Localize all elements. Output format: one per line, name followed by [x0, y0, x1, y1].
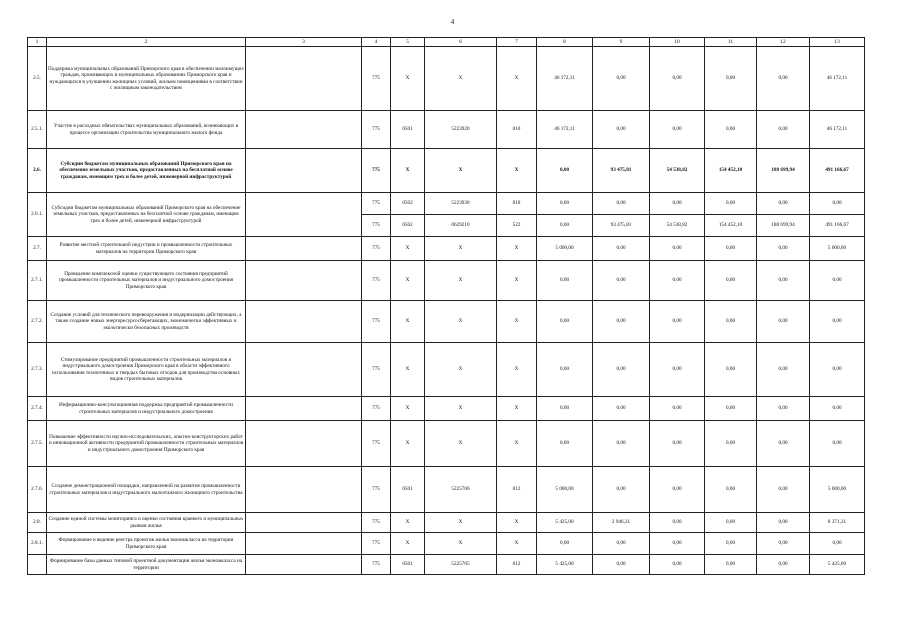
- value-cell: 93 475,81: [593, 215, 650, 237]
- value-cell: 775: [362, 421, 391, 467]
- row-description: Развитие местной строительной индустрии и промышленности строительных материалов на территории Приморского края: [47, 237, 246, 261]
- value-cell: 93 475,81: [593, 149, 650, 193]
- row-description: Субсидии бюджетам муниципальных образований Приморского края на обеспечение земельных участков, предоставленных на бесплатной основе гражданам, имеющим трех и более детей, инженерной инфраструктурой: [47, 149, 246, 193]
- value-cell: 5 425,00: [810, 555, 865, 575]
- value-cell: X: [497, 513, 537, 533]
- empty-cell: [246, 111, 362, 149]
- header-cell: 7: [497, 38, 537, 47]
- value-cell: 0,00: [650, 111, 705, 149]
- value-cell: 0,00: [593, 111, 650, 149]
- value-cell: 0,00: [705, 193, 757, 215]
- budget-table: [27, 37, 865, 575]
- empty-cell: [246, 261, 362, 301]
- value-cell: 775: [362, 301, 391, 343]
- value-cell: 0,00: [650, 397, 705, 421]
- row-number: [28, 555, 47, 575]
- header-cell: 12: [757, 38, 810, 47]
- value-cell: 188 699,94: [757, 215, 810, 237]
- header-cell: 9: [593, 38, 650, 47]
- empty-cell: [246, 397, 362, 421]
- value-cell: 775: [362, 193, 391, 215]
- table-row: [28, 47, 865, 111]
- value-cell: 0,00: [537, 149, 593, 193]
- value-cell: 0,00: [593, 301, 650, 343]
- row-description: Проведение комплексной оценки существующего состояния предприятий промышленности строительных материалов и индустриального домостроения Приморского края: [47, 261, 246, 301]
- value-cell: 0,00: [593, 397, 650, 421]
- value-cell: 0,00: [593, 555, 650, 575]
- value-cell: 0,00: [810, 421, 865, 467]
- value-cell: 5 000,00: [810, 237, 865, 261]
- value-cell: 0,00: [537, 193, 593, 215]
- empty-cell: [246, 301, 362, 343]
- table-row: [28, 261, 865, 301]
- value-cell: 0,00: [650, 533, 705, 555]
- table-row: [28, 301, 865, 343]
- value-cell: X: [391, 149, 425, 193]
- value-cell: X: [497, 533, 537, 555]
- empty-cell: [246, 421, 362, 467]
- value-cell: X: [497, 301, 537, 343]
- value-cell: 0,00: [593, 47, 650, 111]
- value-cell: 775: [362, 47, 391, 111]
- value-cell: 0,00: [650, 513, 705, 533]
- table-row: [28, 111, 865, 149]
- value-cell: 188 699,94: [757, 149, 810, 193]
- value-cell: 010: [497, 193, 537, 215]
- value-cell: 0501: [391, 555, 425, 575]
- row-number: 2.7.: [28, 237, 47, 261]
- value-cell: 0629210: [425, 215, 497, 237]
- value-cell: 0,00: [650, 343, 705, 397]
- value-cell: 0,00: [705, 301, 757, 343]
- value-cell: 0,00: [705, 111, 757, 149]
- value-cell: 0,00: [810, 397, 865, 421]
- row-number: 2.8.: [28, 513, 47, 533]
- table-row: [28, 421, 865, 467]
- value-cell: 0501: [391, 111, 425, 149]
- value-cell: 0,00: [593, 237, 650, 261]
- value-cell: 5225706: [425, 467, 497, 513]
- value-cell: 0,00: [537, 261, 593, 301]
- value-cell: 775: [362, 237, 391, 261]
- value-cell: X: [425, 343, 497, 397]
- value-cell: 0,00: [537, 533, 593, 555]
- value-cell: 0,00: [757, 533, 810, 555]
- value-cell: 0,00: [705, 513, 757, 533]
- row-number: 2.6.: [28, 149, 47, 193]
- value-cell: X: [391, 343, 425, 397]
- empty-cell: [246, 555, 362, 575]
- value-cell: X: [425, 421, 497, 467]
- value-cell: 775: [362, 343, 391, 397]
- header-cell: 3: [246, 38, 362, 47]
- row-number: 2.5.1.: [28, 111, 47, 149]
- value-cell: 775: [362, 533, 391, 555]
- value-cell: 775: [362, 467, 391, 513]
- value-cell: X: [425, 397, 497, 421]
- value-cell: X: [425, 301, 497, 343]
- row-number: 2.7.3.: [28, 343, 47, 397]
- value-cell: 0,00: [537, 421, 593, 467]
- row-description: Создание условий для технического перевооружения и модернизации действующих, а также создание новых энергоресурсосберегающих, экономически эффективных и экологически безопасных производств: [47, 301, 246, 343]
- value-cell: 0,00: [705, 237, 757, 261]
- value-cell: 0,00: [650, 421, 705, 467]
- value-cell: X: [497, 47, 537, 111]
- value-cell: 5 425,00: [537, 555, 593, 575]
- value-cell: 010: [497, 111, 537, 149]
- value-cell: 0,00: [650, 193, 705, 215]
- value-cell: 0,00: [537, 343, 593, 397]
- table-row: [28, 343, 865, 397]
- header-cell: 2: [47, 38, 246, 47]
- empty-cell: [246, 533, 362, 555]
- value-cell: 0501: [391, 467, 425, 513]
- value-cell: X: [391, 237, 425, 261]
- empty-cell: [246, 237, 362, 261]
- value-cell: 5 000,00: [810, 467, 865, 513]
- value-cell: 5223920: [425, 111, 497, 149]
- row-number: 2.6.1.: [28, 193, 47, 237]
- value-cell: 0,00: [537, 215, 593, 237]
- value-cell: 46 172,11: [810, 111, 865, 149]
- value-cell: 775: [362, 149, 391, 193]
- table-row: [28, 149, 865, 193]
- value-cell: X: [391, 261, 425, 301]
- value-cell: 0,00: [810, 261, 865, 301]
- value-cell: X: [391, 397, 425, 421]
- table-row: [28, 397, 865, 421]
- value-cell: 54 538,82: [650, 149, 705, 193]
- value-cell: 012: [497, 467, 537, 513]
- value-cell: 0,00: [705, 421, 757, 467]
- value-cell: 0,00: [705, 467, 757, 513]
- value-cell: X: [497, 421, 537, 467]
- value-cell: 0,00: [705, 261, 757, 301]
- value-cell: 0,00: [757, 237, 810, 261]
- value-cell: X: [425, 261, 497, 301]
- value-cell: 54 538,82: [650, 215, 705, 237]
- value-cell: 0,00: [650, 301, 705, 343]
- value-cell: 0,00: [593, 467, 650, 513]
- empty-cell: [246, 149, 362, 193]
- value-cell: 0,00: [810, 301, 865, 343]
- value-cell: 0,00: [757, 397, 810, 421]
- value-cell: X: [391, 513, 425, 533]
- value-cell: X: [391, 533, 425, 555]
- value-cell: 5 425,00: [537, 513, 593, 533]
- value-cell: 0,00: [757, 421, 810, 467]
- value-cell: 46 172,11: [537, 47, 593, 111]
- header-cell: 6: [425, 38, 497, 47]
- header-cell: 8: [537, 38, 593, 47]
- value-cell: 154 452,10: [705, 215, 757, 237]
- value-cell: 012: [497, 555, 537, 575]
- row-description: Повышение эффективности научно-исследовательских, опытно-конструкторских работ и инновационной активности предприятий промышленности строительных материалов и индустриального домостроения Приморского края: [47, 421, 246, 467]
- row-number: 2.7.5.: [28, 421, 47, 467]
- empty-cell: [246, 513, 362, 533]
- value-cell: 0,00: [650, 467, 705, 513]
- value-cell: 0,00: [757, 301, 810, 343]
- value-cell: 0,00: [705, 343, 757, 397]
- value-cell: 5 000,00: [537, 467, 593, 513]
- header-row: [28, 38, 865, 47]
- value-cell: 0,00: [705, 555, 757, 575]
- value-cell: 775: [362, 111, 391, 149]
- value-cell: 0,00: [810, 533, 865, 555]
- row-description: Поддержка муниципальных образований Приморского края в обеспечении малоимущих граждан, проживающих в муниципальных образованиях Приморского края и нуждающихся в улучшении жилищных условий, жильем помещениями в соответствии с жилищным законодательством: [47, 47, 246, 111]
- value-cell: 2 946,31: [593, 513, 650, 533]
- value-cell: 0,00: [810, 193, 865, 215]
- header-cell: 1: [28, 38, 47, 47]
- value-cell: 491 166,67: [810, 215, 865, 237]
- value-cell: X: [497, 343, 537, 397]
- value-cell: 0,00: [810, 343, 865, 397]
- page-number: 4: [450, 18, 455, 26]
- value-cell: X: [497, 237, 537, 261]
- value-cell: 775: [362, 513, 391, 533]
- value-cell: 0,00: [593, 193, 650, 215]
- value-cell: 0,00: [650, 555, 705, 575]
- value-cell: 0,00: [650, 261, 705, 301]
- empty-cell: [246, 193, 362, 237]
- value-cell: 0,00: [757, 261, 810, 301]
- row-description: Субсидии бюджетам муниципальных образований Приморского края на обеспечение земельных участков, предоставленных на бесплатной основе гражданам, имеющим трех и более детей, инженерной инфраструктурой: [47, 193, 246, 237]
- value-cell: 46 172,11: [537, 111, 593, 149]
- row-number: 2.8.1.: [28, 533, 47, 555]
- row-description: Информационно-консультационная поддержка предприятий промышленности строительных материалов и индустриального домостроения: [47, 397, 246, 421]
- value-cell: 0,00: [593, 421, 650, 467]
- value-cell: 0502: [391, 193, 425, 215]
- value-cell: 0,00: [593, 343, 650, 397]
- value-cell: 0502: [391, 215, 425, 237]
- value-cell: 775: [362, 397, 391, 421]
- table-row: [28, 193, 865, 215]
- row-number: 2.7.6.: [28, 467, 47, 513]
- row-description: Создание единой системы мониторинга и оценки состояния краевого и муниципальных рынков жилья: [47, 513, 246, 533]
- row-number: 2.7.1.: [28, 261, 47, 301]
- value-cell: X: [425, 513, 497, 533]
- row-description: Участие в расходных обязательствах муниципальных образований, возникающих в процессе организации строительства муниципального жилого фонда: [47, 111, 246, 149]
- table-row: [28, 533, 865, 555]
- value-cell: 0,00: [705, 47, 757, 111]
- value-cell: 522: [497, 215, 537, 237]
- value-cell: 5 000,00: [537, 237, 593, 261]
- value-cell: X: [497, 261, 537, 301]
- value-cell: 491 166,67: [810, 149, 865, 193]
- table-row: [28, 237, 865, 261]
- value-cell: 0,00: [593, 533, 650, 555]
- header-cell: 5: [391, 38, 425, 47]
- value-cell: 0,00: [705, 397, 757, 421]
- header-cell: 13: [810, 38, 865, 47]
- value-cell: 5223930: [425, 193, 497, 215]
- value-cell: 46 172,11: [810, 47, 865, 111]
- row-number: 2.5.: [28, 47, 47, 111]
- value-cell: 0,00: [757, 343, 810, 397]
- value-cell: 775: [362, 261, 391, 301]
- value-cell: X: [497, 397, 537, 421]
- value-cell: X: [425, 149, 497, 193]
- header-cell: 4: [362, 38, 391, 47]
- value-cell: 0,00: [705, 533, 757, 555]
- value-cell: X: [425, 237, 497, 261]
- value-cell: 0,00: [757, 47, 810, 111]
- value-cell: X: [391, 421, 425, 467]
- value-cell: 8 371,31: [810, 513, 865, 533]
- table-row: [28, 513, 865, 533]
- value-cell: X: [497, 149, 537, 193]
- value-cell: X: [391, 47, 425, 111]
- row-number: 2.7.4.: [28, 397, 47, 421]
- value-cell: 0,00: [757, 467, 810, 513]
- value-cell: 0,00: [757, 555, 810, 575]
- value-cell: 5225705: [425, 555, 497, 575]
- row-number: 2.7.2.: [28, 301, 47, 343]
- value-cell: 0,00: [757, 193, 810, 215]
- value-cell: X: [425, 533, 497, 555]
- value-cell: X: [425, 47, 497, 111]
- value-cell: 154 452,10: [705, 149, 757, 193]
- table-row: [28, 467, 865, 513]
- value-cell: X: [391, 301, 425, 343]
- value-cell: 0,00: [537, 301, 593, 343]
- row-description: Стимулирование предприятий промышленности строительных материалов и индустриального домостроения Приморского края в области эффективного использования техногенных и твердых бытовых отходов для производства основных видов строительных материалов: [47, 343, 246, 397]
- value-cell: 0,00: [757, 513, 810, 533]
- header-cell: 11: [705, 38, 757, 47]
- empty-cell: [246, 343, 362, 397]
- row-description: Формирование базы данных типовой проектной документации жилья экономкласса на территории: [47, 555, 246, 575]
- value-cell: 0,00: [757, 111, 810, 149]
- header-cell: 10: [650, 38, 705, 47]
- row-description: Формирование и ведение реестра проектов жилья экономкласса на территории Приморского края: [47, 533, 246, 555]
- value-cell: 0,00: [537, 397, 593, 421]
- table-row: [28, 555, 865, 575]
- value-cell: 775: [362, 215, 391, 237]
- value-cell: 0,00: [650, 237, 705, 261]
- empty-cell: [246, 47, 362, 111]
- value-cell: 0,00: [593, 261, 650, 301]
- row-description: Создание демонстрационной площадки, направленной на развитие промышленности строительных материалов и индустриального малоэтажного жилищного строительства: [47, 467, 246, 513]
- empty-cell: [246, 467, 362, 513]
- value-cell: 775: [362, 555, 391, 575]
- value-cell: 0,00: [650, 47, 705, 111]
